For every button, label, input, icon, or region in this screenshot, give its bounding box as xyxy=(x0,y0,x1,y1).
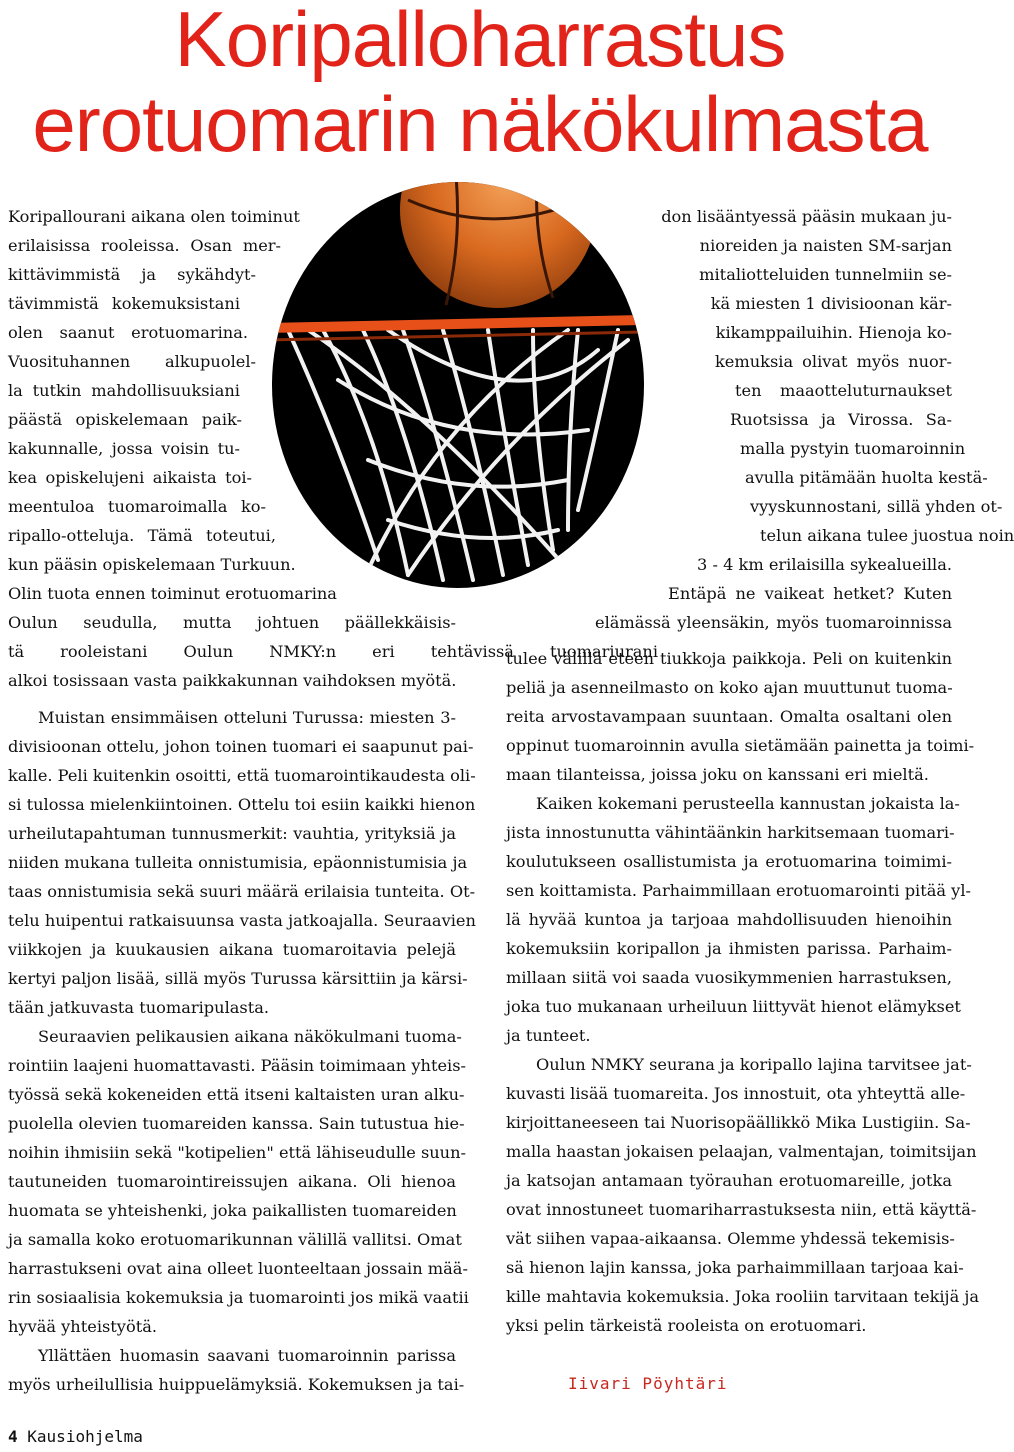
intro-left-line: kun pääsin opiskelemaan Turkuun. xyxy=(8,555,296,574)
intro-right-line: ten maaotteluturnaukset xyxy=(735,381,952,400)
right-column-line: malla haastan jokaisen pelaajan, valmentajan, toimitsijan xyxy=(506,1142,977,1161)
right-column-line: joka tuo mukanaan urheiluun liittyvät hienot elämykset xyxy=(506,997,961,1016)
right-column-line: kuvasti lisää tuomareita. Jos innostuit, ota yhteyttä alle- xyxy=(506,1084,966,1103)
right-column-line: tulee välillä eteen tiukkoja paikkoja. Peli on kuitenkin xyxy=(506,649,952,668)
right-column-line: lä hyvää kuntoa ja tarjoaa mahdollisuuden hienoihin xyxy=(506,910,952,929)
intro-right-line: vyyskunnostani, sillä yhden ot- xyxy=(750,497,1003,516)
right-column-line: sen koittamista. Parhaimmillaan erotuomarointi pitää yl- xyxy=(506,881,971,900)
right-column-line: kirjoittaneeseen tai Nuorisopäällikkö Mika Lustigiin. Sa- xyxy=(506,1113,971,1132)
intro-left-line: kakunnalle, jossa voisin tu- xyxy=(8,439,240,458)
intro-left-line: meentuloa tuomaroimalla ko- xyxy=(8,497,266,516)
intro-right-line: telun aikana tulee juostua noin xyxy=(760,526,1014,545)
left-column-line: harrastukseni ovat aina olleet luonteeltaan jossain mää- xyxy=(8,1259,468,1278)
left-column-line: telu huipentui ratkaisuunsa vasta jatkoajalla. Seuraavien xyxy=(8,911,476,930)
intro-left-line: alkoi tosissaan vasta paikkakunnan vaihdoksen myötä. xyxy=(8,671,457,690)
right-column-line: maan tilanteissa, joissa joku on kanssani eri mieltä. xyxy=(506,765,929,784)
title-line-2: erotuomarin näkökulmasta xyxy=(32,80,928,168)
left-column-line: kalle. Peli kuitenkin osoitti, että tuomarointikaudesta oli- xyxy=(8,766,476,785)
intro-right-line: nioreiden ja naisten SM-sarjan xyxy=(699,236,952,255)
left-column-line: si tulossa mielenkiintoinen. Ottelu toi esiin kaikki hienon xyxy=(8,795,476,814)
left-column-line: huomata se yhteishenki, joka paikallisten tuomareiden xyxy=(8,1201,457,1220)
right-column-line: kokemuksiin koripallon ja ihmisten parissa. Parhaim- xyxy=(506,939,952,958)
intro-right-line: don lisääntyessä pääsin mukaan ju- xyxy=(661,207,952,226)
left-column-line: Seuraavien pelikausien aikana näkökulmani tuoma- xyxy=(38,1027,462,1046)
author-name: Iivari Pöyhtäri xyxy=(568,1374,728,1393)
right-column-line: millaan siitä voi saada vuosikymmenien harrastuksen, xyxy=(506,968,952,987)
left-column-line: ja samalla koko erotuomarikunnan välillä vallitsi. Omat xyxy=(8,1230,462,1249)
left-column-line: Yllättäen huomasin saavani tuomaroinnin parissa xyxy=(38,1346,456,1365)
right-column-line: reita arvostavampaan suuntaan. Omalta osaltani olen xyxy=(506,707,952,726)
left-column-line: divisioonan ottelu, johon toinen tuomari ei saapunut pai- xyxy=(8,737,474,756)
right-column-line: jista innostunutta vähintäänkin harkitsemaan tuomari- xyxy=(506,823,955,842)
intro-right-line: kikamppailuihin. Hienoja ko- xyxy=(715,323,952,342)
left-column-line: puolella olevien tuomareiden kanssa. Sain tutustua hie- xyxy=(8,1114,465,1133)
intro-left-line: päästä opiskelemaan paik- xyxy=(8,410,242,429)
left-column-line: rointiin laajeni huomattavasti. Pääsin toimimaan yhteis- xyxy=(8,1056,466,1075)
intro-left-line: kittävimmistä ja sykähdyt- xyxy=(8,265,256,284)
intro-right-line: kä miesten 1 divisioonan kär- xyxy=(710,294,952,313)
left-column-line: viikkojen ja kuukausien aikana tuomaroitavia pelejä xyxy=(8,940,456,959)
intro-left-line: tä rooleistani Oulun NMKY:n eri tehtävissä tuomariurani xyxy=(8,642,658,661)
publication-name: Kausiohjelma xyxy=(27,1427,143,1446)
right-column-line: yksi pelin tärkeistä rooleista on erotuomari. xyxy=(506,1316,867,1335)
left-column-line: Muistan ensimmäisen otteluni Turussa: miesten 3- xyxy=(38,708,456,727)
right-column-line: Kaiken kokemani perusteella kannustan jokaista la- xyxy=(536,794,960,813)
left-column-line: työssä sekä kokeneiden että itseni kaltaisten uran alku- xyxy=(8,1085,465,1104)
intro-left-line: ripallo-otteluja. Tämä toteutui, xyxy=(8,526,276,545)
left-column-line: tautuneiden tuomarointireissujen aikana. Oli hienoa xyxy=(8,1172,456,1191)
intro-right-line: mitaliotteluiden tunnelmiin se- xyxy=(699,265,952,284)
intro-right-line: Entäpä ne vaikeat hetket? Kuten xyxy=(668,584,952,603)
intro-left-line: Vuosituhannen alkupuolel- xyxy=(8,352,256,371)
intro-right-line: avulla pitämään huolta kestä- xyxy=(745,468,988,487)
left-column-line: urheilutapahtuman tunnusmerkit: vauhtia, yrityksiä ja xyxy=(8,824,456,843)
intro-right-line: malla pystyin tuomaroinnin xyxy=(740,439,966,458)
intro-left-line: erilaisissa rooleissa. Osan mer- xyxy=(8,236,281,255)
right-column-line: sä hienon lajin kanssa, joka parhaimmillaan tarjoaa kai- xyxy=(506,1258,964,1277)
intro-left-line: tävimmistä kokemuksistani xyxy=(8,294,240,313)
intro-left-line: olen saanut erotuomarina. xyxy=(8,323,248,342)
left-column-line: niiden mukana tulleita onnistumisia, epäonnistumisia ja xyxy=(8,853,468,872)
basketball-hoop-photo xyxy=(268,180,648,590)
intro-right-line: Ruotsissa ja Virossa. Sa- xyxy=(730,410,952,429)
intro-right-line: kemuksia olivat myös nuor- xyxy=(715,352,952,371)
intro-left-line: Koripallourani aikana olen toiminut xyxy=(8,207,300,226)
title-line-1: Koripalloharrastus xyxy=(174,0,786,83)
left-column-line: tään jatkuvasta tuomaripulasta. xyxy=(8,998,270,1017)
intro-left-line: Oulun seudulla, mutta johtuen päällekkäisis- xyxy=(8,613,456,632)
left-column-line: noihin ihmisiin sekä "kotipelien" että lähiseudulle suun- xyxy=(8,1143,467,1162)
left-column-line: hyvää yhteistyötä. xyxy=(8,1317,157,1336)
left-column-line: rin sosiaalisia kokemuksia ja tuomarointi jos mikä vaatii xyxy=(8,1288,469,1307)
intro-right-line: 3 - 4 km erilaisilla sykealueilla. xyxy=(697,555,952,574)
right-column-line: peliä ja asenneilmasto on koko ajan muuttunut tuoma- xyxy=(506,678,953,697)
intro-left-line: Olin tuota ennen toiminut erotuomarina xyxy=(8,584,337,603)
left-column-line: kertyi paljon lisää, sillä myös Turussa kärsittiin ja kärsi- xyxy=(8,969,468,988)
right-column-line: ja tunteet. xyxy=(506,1026,591,1045)
right-column-line: Oulun NMKY seurana ja koripallo lajina tarvitsee jat- xyxy=(536,1055,972,1074)
right-column-line: oppinut tuomaroinnin avulla sietämään painetta ja toimi- xyxy=(506,736,975,755)
intro-left-line: la tutkin mahdollisuuksiani xyxy=(8,381,240,400)
intro-right-line: elämässä yleensäkin, myös tuomaroinnissa xyxy=(595,613,952,632)
left-column-line: myös urheilullisia huippuelämyksiä. Kokemuksen ja tai- xyxy=(8,1375,465,1394)
left-column-line: taas onnistumisia sekä suuri määrä erilaisia tunteita. Ot- xyxy=(8,882,476,901)
page-footer xyxy=(8,1427,143,1446)
right-column-line: kille mahtavia kokemuksia. Joka rooliin tarvitaan tekijä ja xyxy=(506,1287,980,1306)
right-column-line: vät siihen vapaa-aikaansa. Olemme yhdessä tekemisis- xyxy=(506,1229,955,1248)
intro-left-line: kea opiskelujeni aikaista toi- xyxy=(8,468,252,487)
page-number: 4 xyxy=(8,1427,18,1446)
right-column-line: ja katsojan antamaan työrauhan erotuomareille, jotka xyxy=(506,1171,952,1190)
right-column-line: ovat innostuneet tuomariharrastuksesta niin, että käyttä- xyxy=(506,1200,977,1219)
right-column-line: koulutukseen osallistumista ja erotuomarina toimimi- xyxy=(506,852,952,871)
